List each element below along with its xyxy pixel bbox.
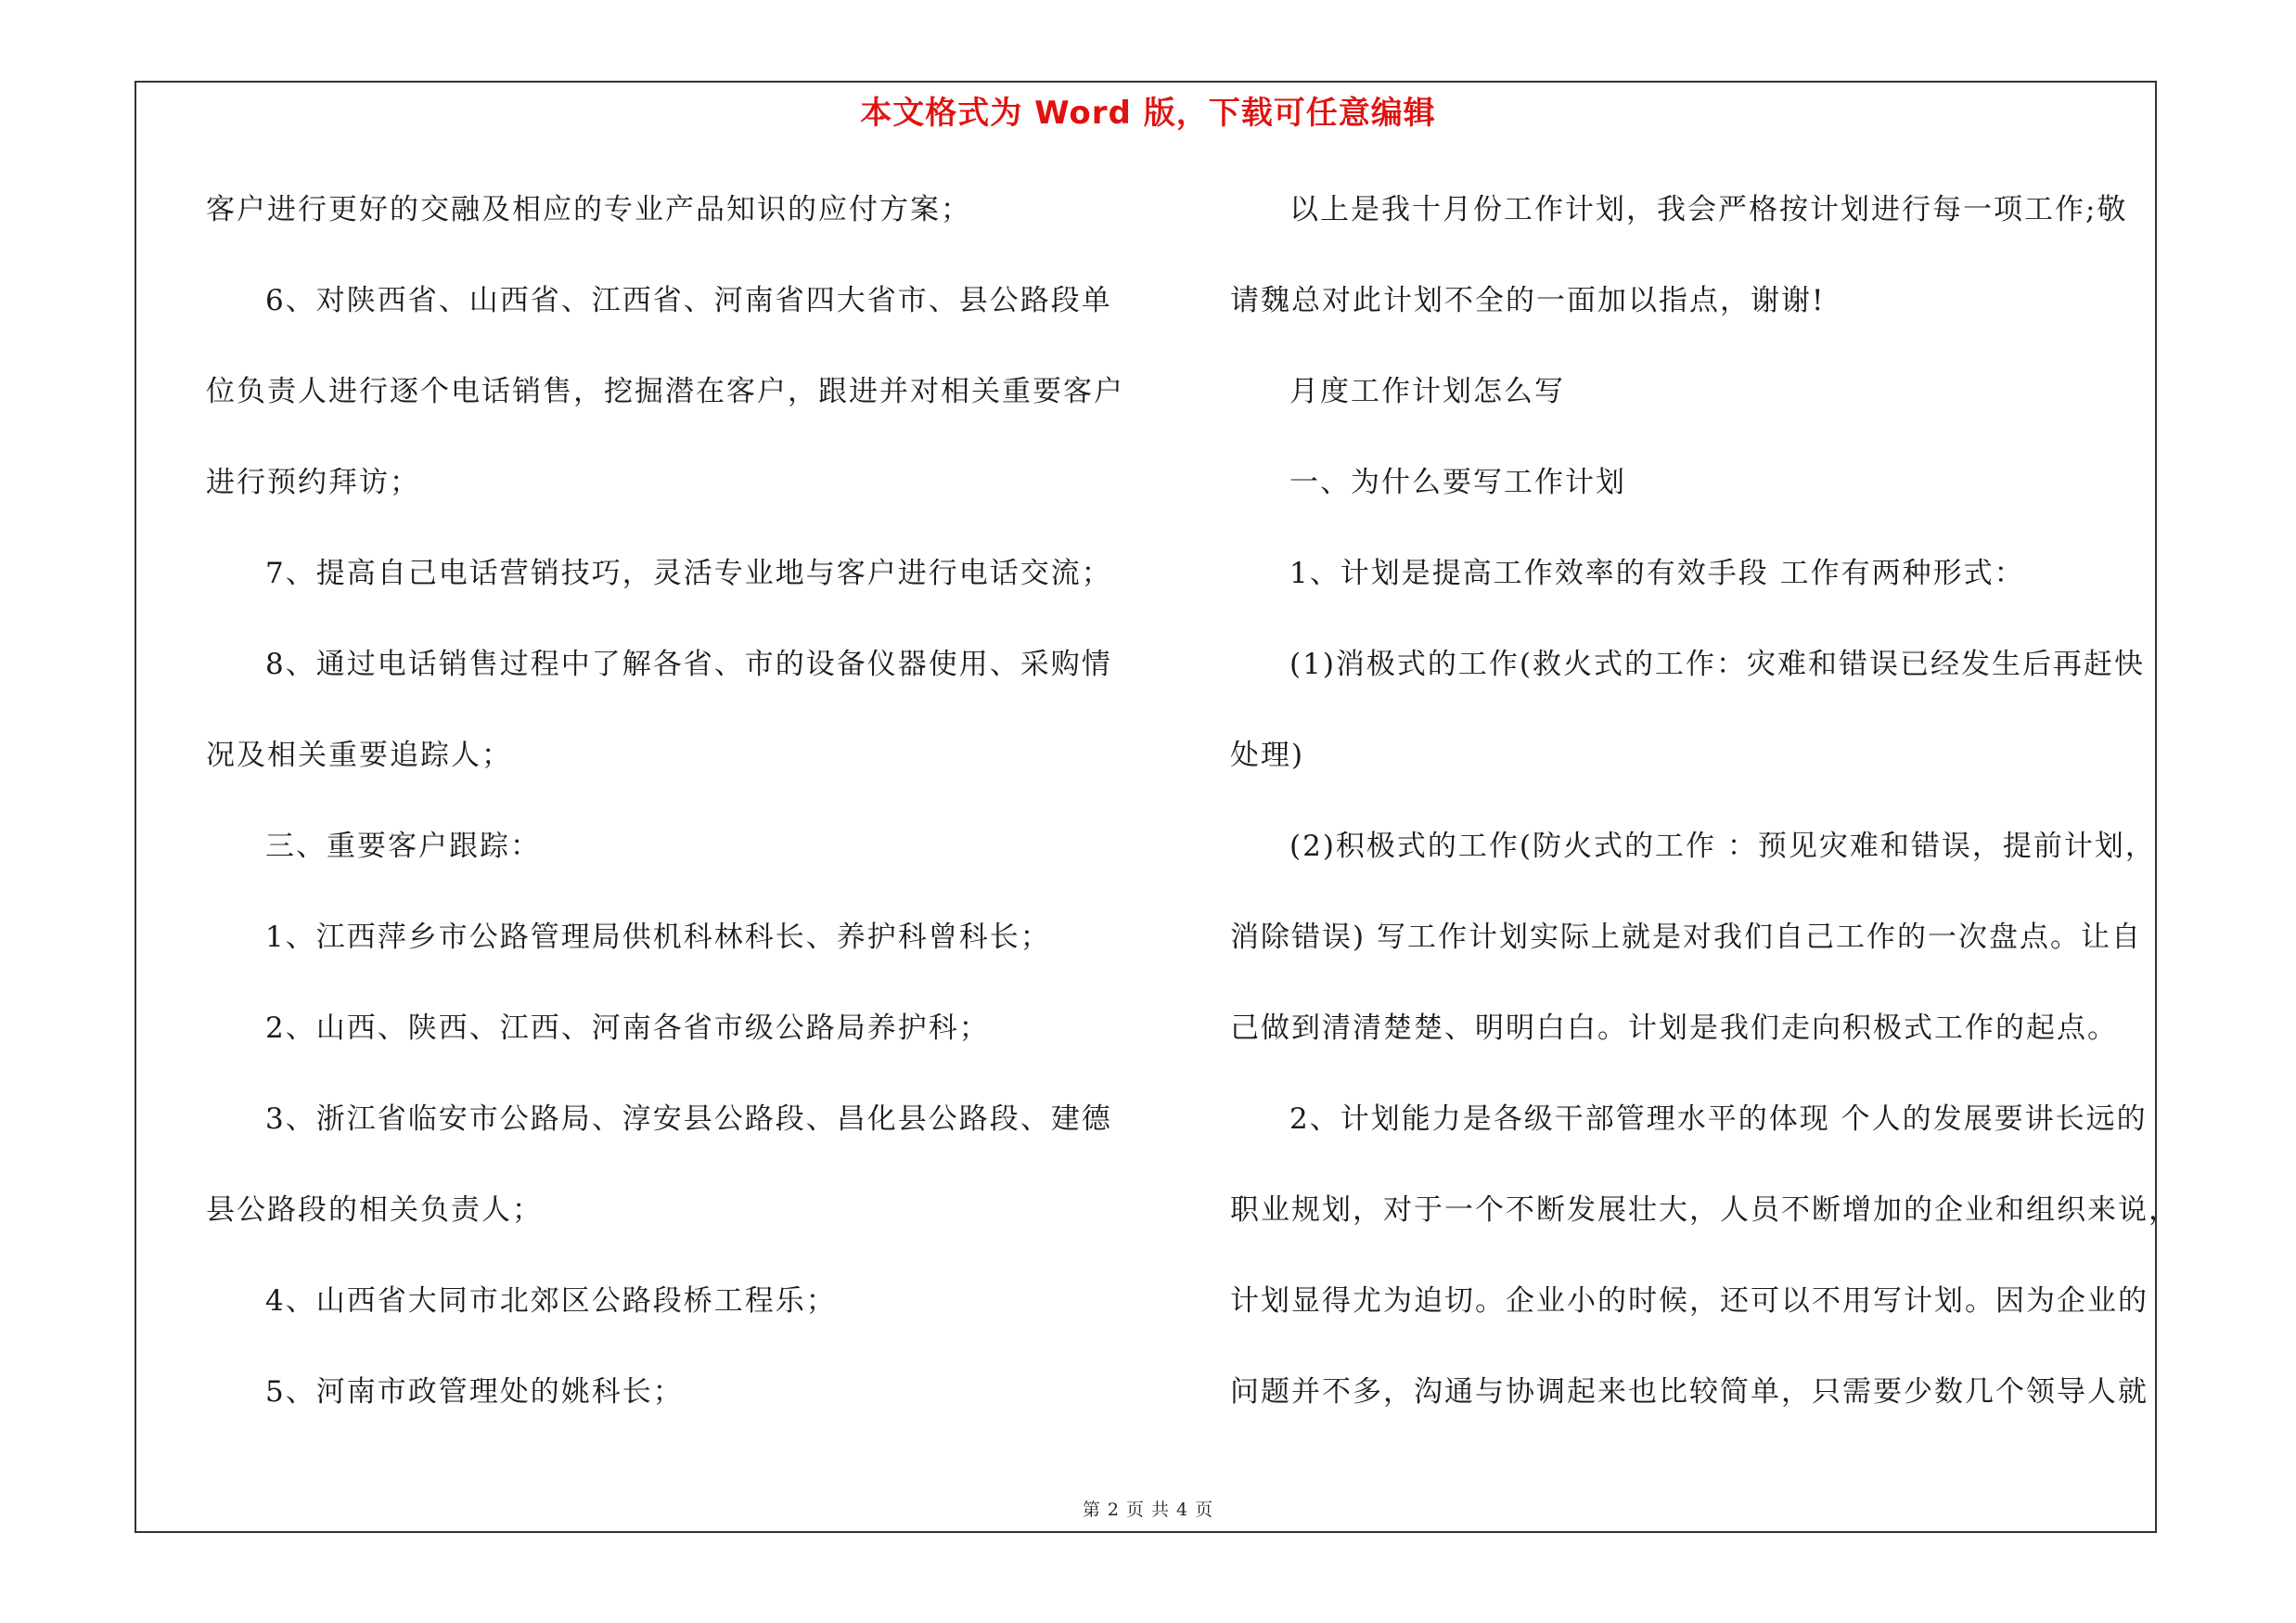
text-line: 2、计划能力是各级干部管理水平的体现 个人的发展要讲长远的 <box>1289 1102 2148 1136</box>
text-line: 5、河南市政管理处的姚科长； <box>265 1375 684 1409</box>
text-line: 客户进行更好的交融及相应的专业产品知识的应付方案； <box>206 193 971 226</box>
text-line: (1)消极式的工作(救火式的工作：灾难和错误已经发生后再赶快 <box>1289 648 2146 681</box>
text-line: 3、浙江省临安市公路局、淳安县公路段、昌化县公路段、建德 <box>265 1102 1112 1136</box>
text-line: 处理) <box>1230 739 1305 772</box>
text-line: 以上是我十月份工作计划，我会严格按计划进行每一项工作;敬 <box>1289 193 2128 226</box>
page-number-footer: 第 2 页 共 4 页 <box>1082 1500 1214 1520</box>
text-line: 职业规划，对于一个不断发展壮大，人员不断增加的企业和组织来说， <box>1230 1193 2179 1227</box>
text-line: 4、山西省大同市北郊区公路段桥工程乐； <box>265 1284 837 1318</box>
text-line: 己做到清清楚楚、明明白白。计划是我们走向积极式工作的起点。 <box>1230 1011 2118 1045</box>
text-line: 1、江西萍乡市公路管理局供机科林科长、养护科曾科长； <box>265 921 1051 954</box>
text-line: 6、对陕西省、山西省、江西省、河南省四大省市、县公路段单 <box>265 284 1112 317</box>
format-banner: 本文格式为 Word 版，下载可任意编辑 <box>860 95 1436 132</box>
text-line: 计划显得尤为迫切。企业小的时候，还可以不用写计划。因为企业的 <box>1230 1284 2148 1318</box>
right-text-column <box>1230 183 2179 1456</box>
text-line: 问题并不多，沟通与协调起来也比较简单，只需要少数几个领导人就 <box>1230 1375 2148 1409</box>
text-line: 月度工作计划怎么写 <box>1289 375 1565 408</box>
text-line: 2、山西、陕西、江西、河南各省市级公路局养护科； <box>265 1011 990 1045</box>
text-line: 一、为什么要写工作计划 <box>1289 466 1626 499</box>
text-line: 县公路段的相关负责人； <box>206 1193 543 1227</box>
text-line: 7、提高自己电话营销技巧，灵活专业地与客户进行电话交流； <box>265 557 1112 590</box>
text-line: 位负责人进行逐个电话销售，挖掘潜在客户，跟进并对相关重要客户 <box>206 375 1124 408</box>
text-line: 三、重要客户跟踪： <box>265 830 541 863</box>
text-line: 况及相关重要追踪人； <box>206 739 512 772</box>
text-line: (2)积极式的工作(防火式的工作 ：预见灾难和错误，提前计划， <box>1289 830 2156 863</box>
left-text-column <box>206 183 1124 1456</box>
text-line: 消除错误) 写工作计划实际上就是对我们自己工作的一次盘点。让自 <box>1230 921 2142 954</box>
text-line: 8、通过电话销售过程中了解各省、市的设备仪器使用、采购情 <box>265 648 1112 681</box>
text-line: 请魏总对此计划不全的一面加以指点，谢谢! <box>1230 284 1826 317</box>
text-line: 进行预约拜访； <box>206 466 420 499</box>
text-line: 1、计划是提高工作效率的有效手段 工作有两种形式： <box>1289 557 2025 590</box>
